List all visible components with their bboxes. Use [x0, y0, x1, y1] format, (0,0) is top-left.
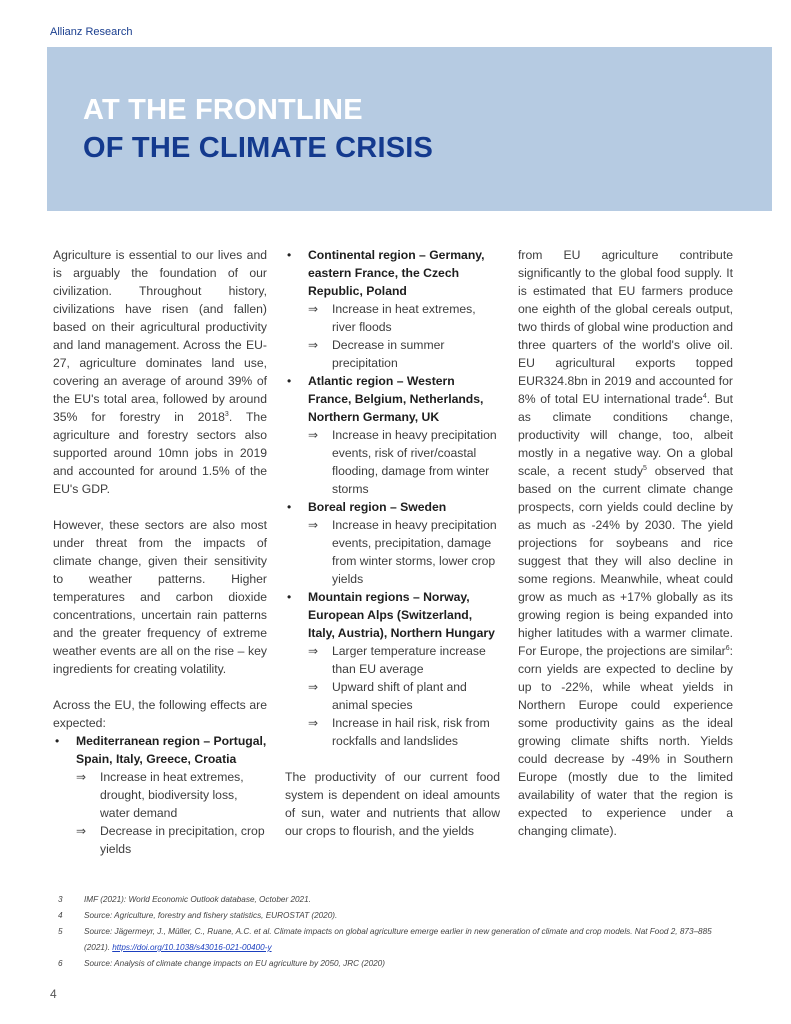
effect-item: ⇒ Decrease in precipitation, crop yields — [76, 824, 265, 856]
region-item-boreal — [285, 498, 500, 516]
footnote-ref-6: 6 — [725, 644, 730, 652]
column-2 — [285, 246, 500, 840]
title-banner — [47, 47, 772, 211]
bullet-icon: • — [287, 500, 292, 514]
intro-paragraph: Agriculture is essential to our lives and is arguably the foundation of our civilization. Throughout history, civilizations have risen (and fallen) based on their agricultural productivity and land management. Across the EU-27, agriculture dominates land use, covering an average of around 39% of the EU's total area, followed by around 35% for forestry in 2018$^3$. The agriculture and forestry sectors also supported around 10mn jobs in 2019 and accounted for around 1.5% of the EU's GDP. — [53, 248, 267, 496]
column-3 — [518, 246, 733, 840]
page-title-line-1: AT THE FRONTLINE — [83, 94, 363, 126]
region-item-mountain — [285, 588, 500, 642]
region-name: Mediterranean region – Portugal, Spain, Italy, Greece, Croatia — [76, 734, 267, 766]
bullet-icon: • — [55, 734, 60, 748]
region-item-continental — [285, 246, 500, 300]
arrow-right-icon: ⇒ — [308, 518, 319, 532]
region-name: Mountain regions – Norway, European Alps (Switzerland, Italy, Austria), Northern Hungary — [308, 590, 495, 640]
footnote-ref-3: 3 — [224, 410, 229, 418]
page-number: 4 — [50, 987, 57, 1001]
footnote-6: 6 Source: Analysis of climate change impacts on EU agriculture by 2050, JRC (2020) — [58, 959, 385, 968]
bullet-icon: • — [287, 590, 292, 604]
region-name: Boreal region – Sweden — [308, 500, 447, 514]
threat-paragraph: However, these sectors are also most under threat from the impacts of climate change, given their sensitivity to weather patterns. Higher temperatures and carbon dioxide concentrations, uncertain rain patterns and the greater frequency of extreme weather events are all on the rise – key ingredients for creating volatility. — [53, 518, 267, 676]
footnotes — [58, 892, 738, 972]
footnote-ref-5: 5 — [643, 464, 647, 472]
doi-link[interactable]: https://doi.org/10.1038/s43016-021-00400-y — [112, 943, 272, 952]
arrow-right-icon: ⇒ — [308, 302, 319, 316]
region-item-atlantic — [285, 372, 500, 426]
region-item-mediterranean — [53, 732, 267, 768]
bullet-icon: • — [287, 248, 292, 262]
effect-item: ⇒ Increase in heat extremes, drought, biodiversity loss, water demand — [76, 770, 244, 820]
effect-item: ⇒ Larger temperature increase than EU average — [308, 644, 486, 676]
footnote-ref-4: 4 — [702, 392, 707, 400]
arrow-right-icon: ⇒ — [308, 716, 319, 730]
arrow-right-icon: ⇒ — [308, 644, 319, 658]
bullet-icon: • — [287, 374, 292, 388]
effect-item: ⇒ Increase in hail risk, risk from rockfalls and landslides — [308, 716, 490, 748]
effect-item: ⇒ Upward shift of plant and animal species — [308, 680, 467, 712]
productivity-paragraph: The productivity of our current food system is dependent on ideal amounts of sun, water and nutrients that allow our crops to flourish, and the yields — [285, 770, 500, 838]
page-title — [83, 91, 433, 167]
arrow-right-icon: ⇒ — [308, 338, 319, 352]
effects-intro: Across the EU, the following effects are expected: — [53, 698, 267, 730]
effect-item: ⇒ Increase in heavy precipitation events, risk of river/coastal flooding, damage from winter storms — [308, 428, 497, 496]
arrow-right-icon: ⇒ — [76, 770, 87, 784]
region-name: Atlantic region – Western France, Belgium, Netherlands, Northern Germany, UK — [308, 374, 484, 424]
yields-paragraph: from EU agriculture contribute significantly to the global food supply. It is estimated that EU farmers produce one eighth of the global cereals output, two thirds of global wine production and three quarters of the world's olive oil. EU agricultural exports topped EUR324.8bn in 2019 and accounted for 8% of total EU international trade$^4$. But as climate conditions change, productivity will change, too, albeit mostly in a negative way. On a global scale, a recent study$^5$ observed that based on the current climate change prospects, corn yields could decline by as much as -24% by 2030. The yield projections for soybeans and rice suggest that they will also decline in some regions. Meanwhile, wheat could grow as much as +17% globally as its growing region is being expanded into higher latitudes with a warmer climate. For Europe, the projections are similar$^6$: corn yields are expected to decline by up to -22%, while wheat yields in Northern Europe could experience some productivity gains as the ideal growing climate shifts north. Yields could decrease by -49% in Southern Europe (mostly due to the limited availability of water that the region is expected to experience under a changing climate). — [518, 248, 733, 838]
footnote-4: 4 Source: Agriculture, forestry and fishery statistics, EUROSTAT (2020). — [58, 911, 338, 920]
region-name: Continental region – Germany, eastern France, the Czech Republic, Poland — [308, 248, 485, 298]
arrow-right-icon: ⇒ — [76, 824, 87, 838]
header-label: Allianz Research — [50, 26, 133, 38]
footnote-5: 5 Source: Jägermeyr, J., Müller, C., Ruane, A.C. et al. Climate impacts on global agriculture emerge earlier in new generation of climate and crop models. Nat Food 2, 873–885 (2021). https://doi.org/10.1038/s43016-021-00400-y — [58, 927, 712, 952]
effect-item: ⇒ Increase in heavy precipitation events, precipitation, damage from winter storms, lower crop yields — [308, 518, 497, 586]
footnote-3: 3 IMF (2021): World Economic Outlook database, October 2021. — [58, 895, 311, 904]
effect-item: ⇒ Increase in heat extremes, river floods — [308, 302, 476, 334]
page-title-line-2: OF THE CLIMATE CRISIS — [83, 132, 434, 164]
arrow-right-icon: ⇒ — [308, 428, 319, 442]
arrow-right-icon: ⇒ — [308, 680, 319, 694]
effect-item: ⇒ Decrease in summer precipitation — [308, 338, 445, 370]
column-1 — [53, 246, 267, 858]
